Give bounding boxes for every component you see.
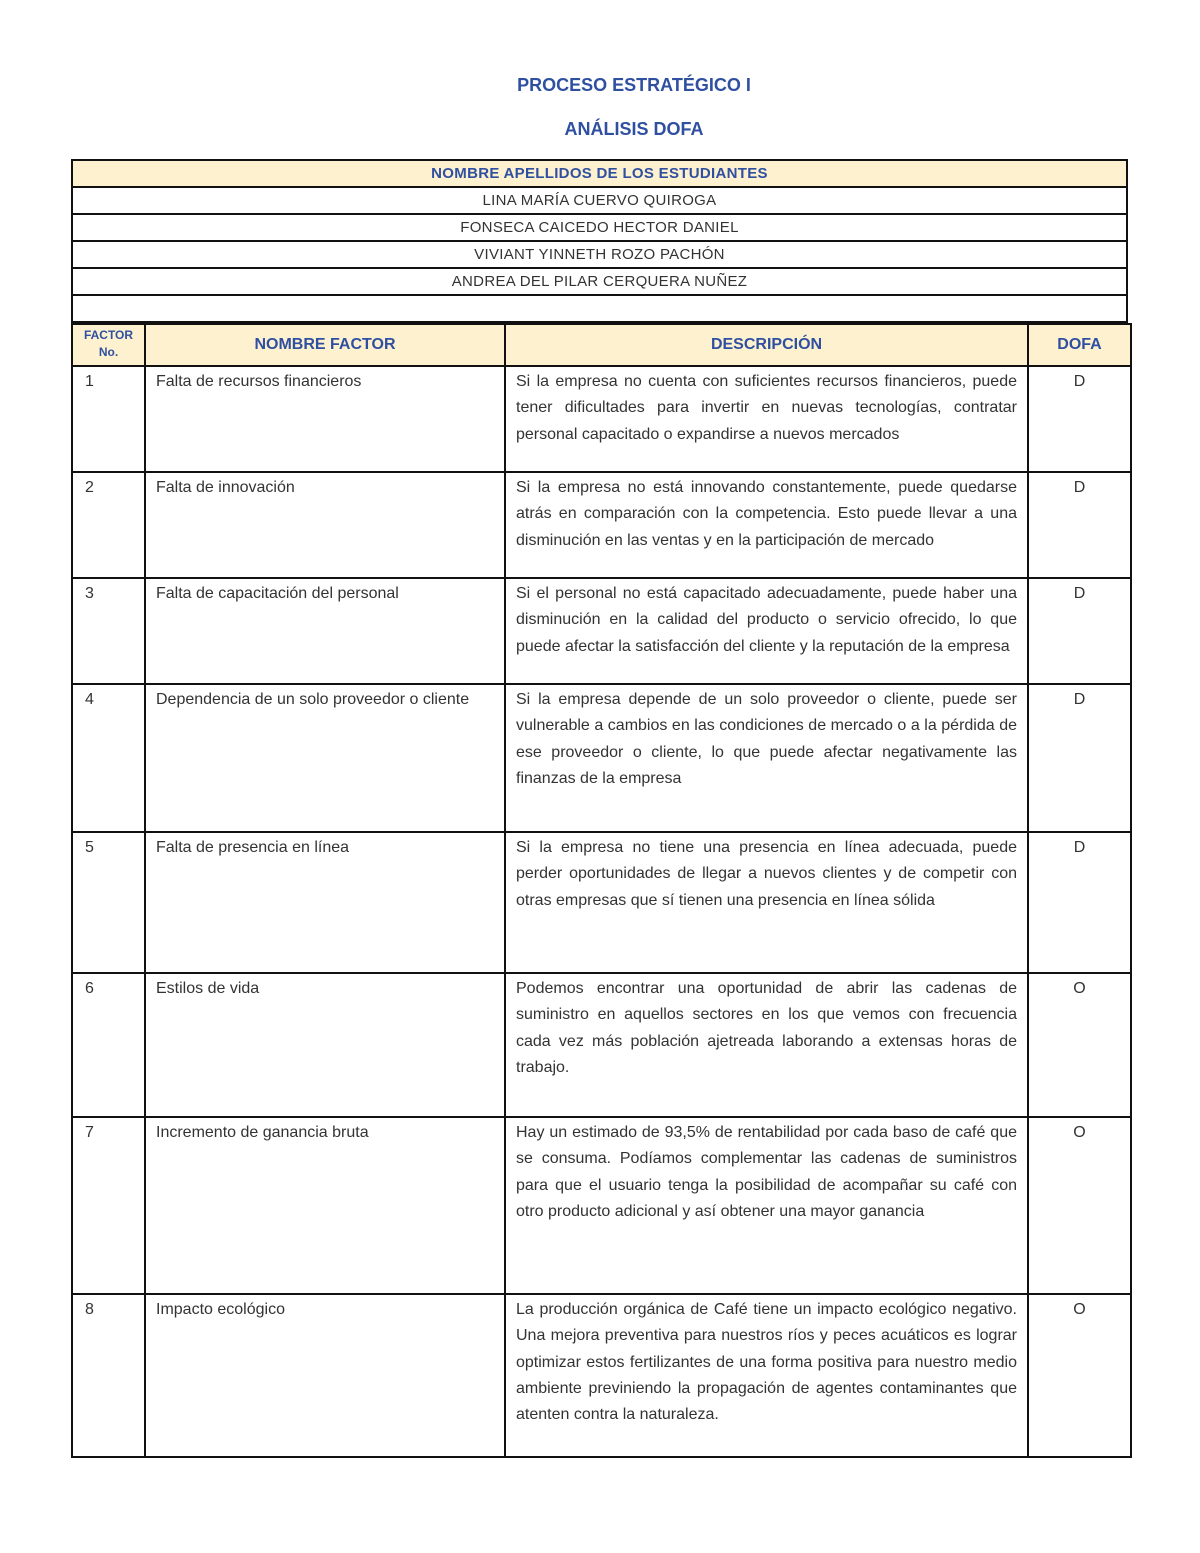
dofa-header-row xyxy=(72,324,1131,366)
factor-number: 6 xyxy=(72,973,145,1117)
header-description: DESCRIPCIÓN xyxy=(505,324,1028,366)
dofa-table xyxy=(71,323,1132,1458)
table-row xyxy=(72,684,1131,832)
table-row xyxy=(72,366,1131,472)
student-name: LINA MARÍA CUERVO QUIROGA xyxy=(72,187,1127,214)
student-name: VIVIANT YINNETH ROZO PACHÓN xyxy=(72,241,1127,268)
factor-name: Estilos de vida xyxy=(145,973,505,1117)
document-title: PROCESO ESTRATÉGICO I xyxy=(517,75,751,95)
factor-number: 3 xyxy=(72,578,145,684)
factor-number: 8 xyxy=(72,1294,145,1457)
header-dofa: DOFA xyxy=(1028,324,1131,366)
students-header: NOMBRE APELLIDOS DE LOS ESTUDIANTES xyxy=(72,160,1127,187)
header-factor-number xyxy=(72,324,145,366)
header-factor-number-line2: No. xyxy=(98,345,119,359)
factor-name: Falta de recursos financieros xyxy=(145,366,505,472)
table-row xyxy=(72,973,1131,1117)
header-factor-name: NOMBRE FACTOR xyxy=(145,324,505,366)
factor-dofa: D xyxy=(1028,832,1131,973)
students-table xyxy=(71,159,1128,323)
table-row xyxy=(72,578,1131,684)
factor-dofa: D xyxy=(1028,578,1131,684)
header-factor-number-line1: FACTOR xyxy=(83,328,134,342)
factor-name: Falta de innovación xyxy=(145,472,505,578)
table-row xyxy=(72,832,1131,973)
factor-number: 7 xyxy=(72,1117,145,1294)
factor-name: Falta de presencia en línea xyxy=(145,832,505,973)
factor-dofa: O xyxy=(1028,1294,1131,1457)
student-name: FONSECA CAICEDO HECTOR DANIEL xyxy=(72,214,1127,241)
document-subtitle: ANÁLISIS DOFA xyxy=(564,119,704,139)
table-row xyxy=(72,1117,1131,1294)
factor-name: Incremento de ganancia bruta xyxy=(145,1117,505,1294)
factor-name: Dependencia de un solo proveedor o cliente xyxy=(145,684,505,832)
factor-description: Si el personal no está capacitado adecuadamente, puede haber una disminución en la calidad del producto o servicio ofrecido, lo que puede afectar la satisfacción del cliente y la reputación de la empresa xyxy=(505,578,1028,684)
factor-dofa: D xyxy=(1028,366,1131,472)
factor-number: 2 xyxy=(72,472,145,578)
factor-dofa: O xyxy=(1028,1117,1131,1294)
student-name: ANDREA DEL PILAR CERQUERA NUÑEZ xyxy=(72,268,1127,295)
factor-dofa: D xyxy=(1028,684,1131,832)
factor-name: Falta de capacitación del personal xyxy=(145,578,505,684)
factor-description: Si la empresa depende de un solo proveedor o cliente, puede ser vulnerable a cambios en las condiciones de mercado o a la pérdida de ese proveedor o cliente, lo que puede afectar negativamente las finanzas de la empresa xyxy=(505,684,1028,832)
factor-description: La producción orgánica de Café tiene un impacto ecológico negativo. Una mejora preventiva para nuestros ríos y peces acuáticos es lograr optimizar estos fertilizantes de una forma positiva para nuestro medio ambiente previniendo la propagación de agentes contaminantes que atenten contra la naturaleza. xyxy=(505,1294,1028,1457)
factor-number: 5 xyxy=(72,832,145,973)
factor-description: Si la empresa no tiene una presencia en línea adecuada, puede perder oportunidades de llegar a nuevos clientes y de competir con otras empresas que sí tienen una presencia en línea sólida xyxy=(505,832,1028,973)
factor-name: Impacto ecológico xyxy=(145,1294,505,1457)
factor-number: 1 xyxy=(72,366,145,472)
factor-number: 4 xyxy=(72,684,145,832)
table-row xyxy=(72,1294,1131,1457)
factor-description: Hay un estimado de 93,5% de rentabilidad por cada baso de café que se consuma. Podíamos complementar las cadenas de suministros para que el usuario tenga la posibilidad de acompañar su café con otro producto adicional y así obtener una mayor ganancia xyxy=(505,1117,1028,1294)
table-row xyxy=(72,472,1131,578)
factor-description: Si la empresa no está innovando constantemente, puede quedarse atrás en comparación con la competencia. Esto puede llevar a una disminución en las ventas y en la participación de mercado xyxy=(505,472,1028,578)
factor-description: Si la empresa no cuenta con suficientes recursos financieros, puede tener dificultades para invertir en nuevas tecnologías, contratar personal capacitado o expandirse a nuevos mercados xyxy=(505,366,1028,472)
factor-description: Podemos encontrar una oportunidad de abrir las cadenas de suministro en aquellos sectores en los que vemos con frecuencia cada vez más población ajetreada laborando a extensas horas de trabajo. xyxy=(505,973,1028,1117)
factor-dofa: O xyxy=(1028,973,1131,1117)
factor-dofa: D xyxy=(1028,472,1131,578)
empty-row xyxy=(72,295,1127,322)
